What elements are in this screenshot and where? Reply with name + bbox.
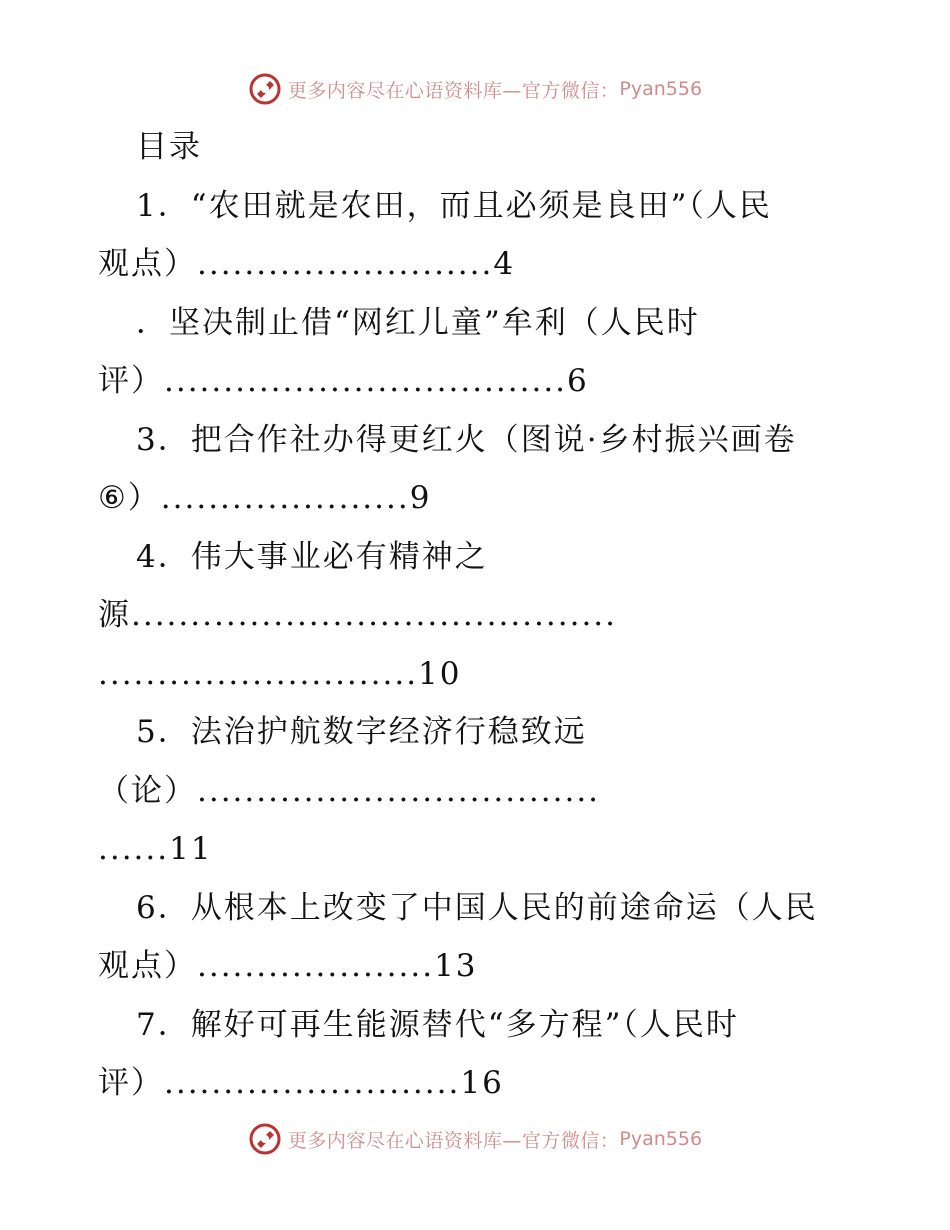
- toc-line-5c: ......11: [98, 831, 213, 867]
- seal-logo-icon: [248, 72, 282, 106]
- toc-line-1a: 1．“农田就是农田，而且必须是良田”（人民: [136, 187, 772, 224]
- watermark-banner-bottom: [0, 1122, 950, 1156]
- toc-line-2a: ．坚决制止借“网红儿童”牟利（人民时: [136, 304, 700, 341]
- watermark-banner-top: [0, 72, 950, 106]
- watermark-text: 更多内容尽在心语资料库—官方微信：: [287, 1129, 620, 1152]
- toc-line-4c: ...........................10: [98, 655, 462, 692]
- toc-line-2b: 评）..................................6: [98, 363, 589, 399]
- toc-line-6a: 6．从根本上改变了中国人民的前途命运（人民: [136, 889, 818, 926]
- toc-line-3b: ⑥）.....................9: [98, 480, 432, 516]
- toc-line-4b: 源.........................................: [98, 597, 618, 633]
- toc-line-1b: 观点）.........................4: [98, 246, 516, 282]
- toc-content: [98, 118, 850, 1113]
- toc-line-5a: 5．法治护航数字经济行稳致远: [136, 714, 587, 750]
- toc-line-4a: 4．伟大事业必有精神之: [136, 538, 488, 575]
- seal-logo-icon: [248, 1122, 282, 1156]
- toc-line-6b: 观点）....................13: [98, 948, 478, 984]
- toc-title: 目录: [136, 129, 202, 165]
- watermark-id: Pyan556: [619, 78, 703, 100]
- toc-line-5b: （论）..................................: [98, 772, 601, 809]
- toc-line-3a: 3．把合作社办得更红火（图说·乡村振兴画卷: [136, 421, 797, 458]
- toc-line-7b: 评）.........................16: [98, 1065, 504, 1101]
- watermark-id: Pyan556: [619, 1128, 703, 1150]
- toc-line-7a: 7．解好可再生能源替代“多方程”（人民时: [136, 1006, 739, 1043]
- watermark-text: 更多内容尽在心语资料库—官方微信：: [287, 79, 620, 102]
